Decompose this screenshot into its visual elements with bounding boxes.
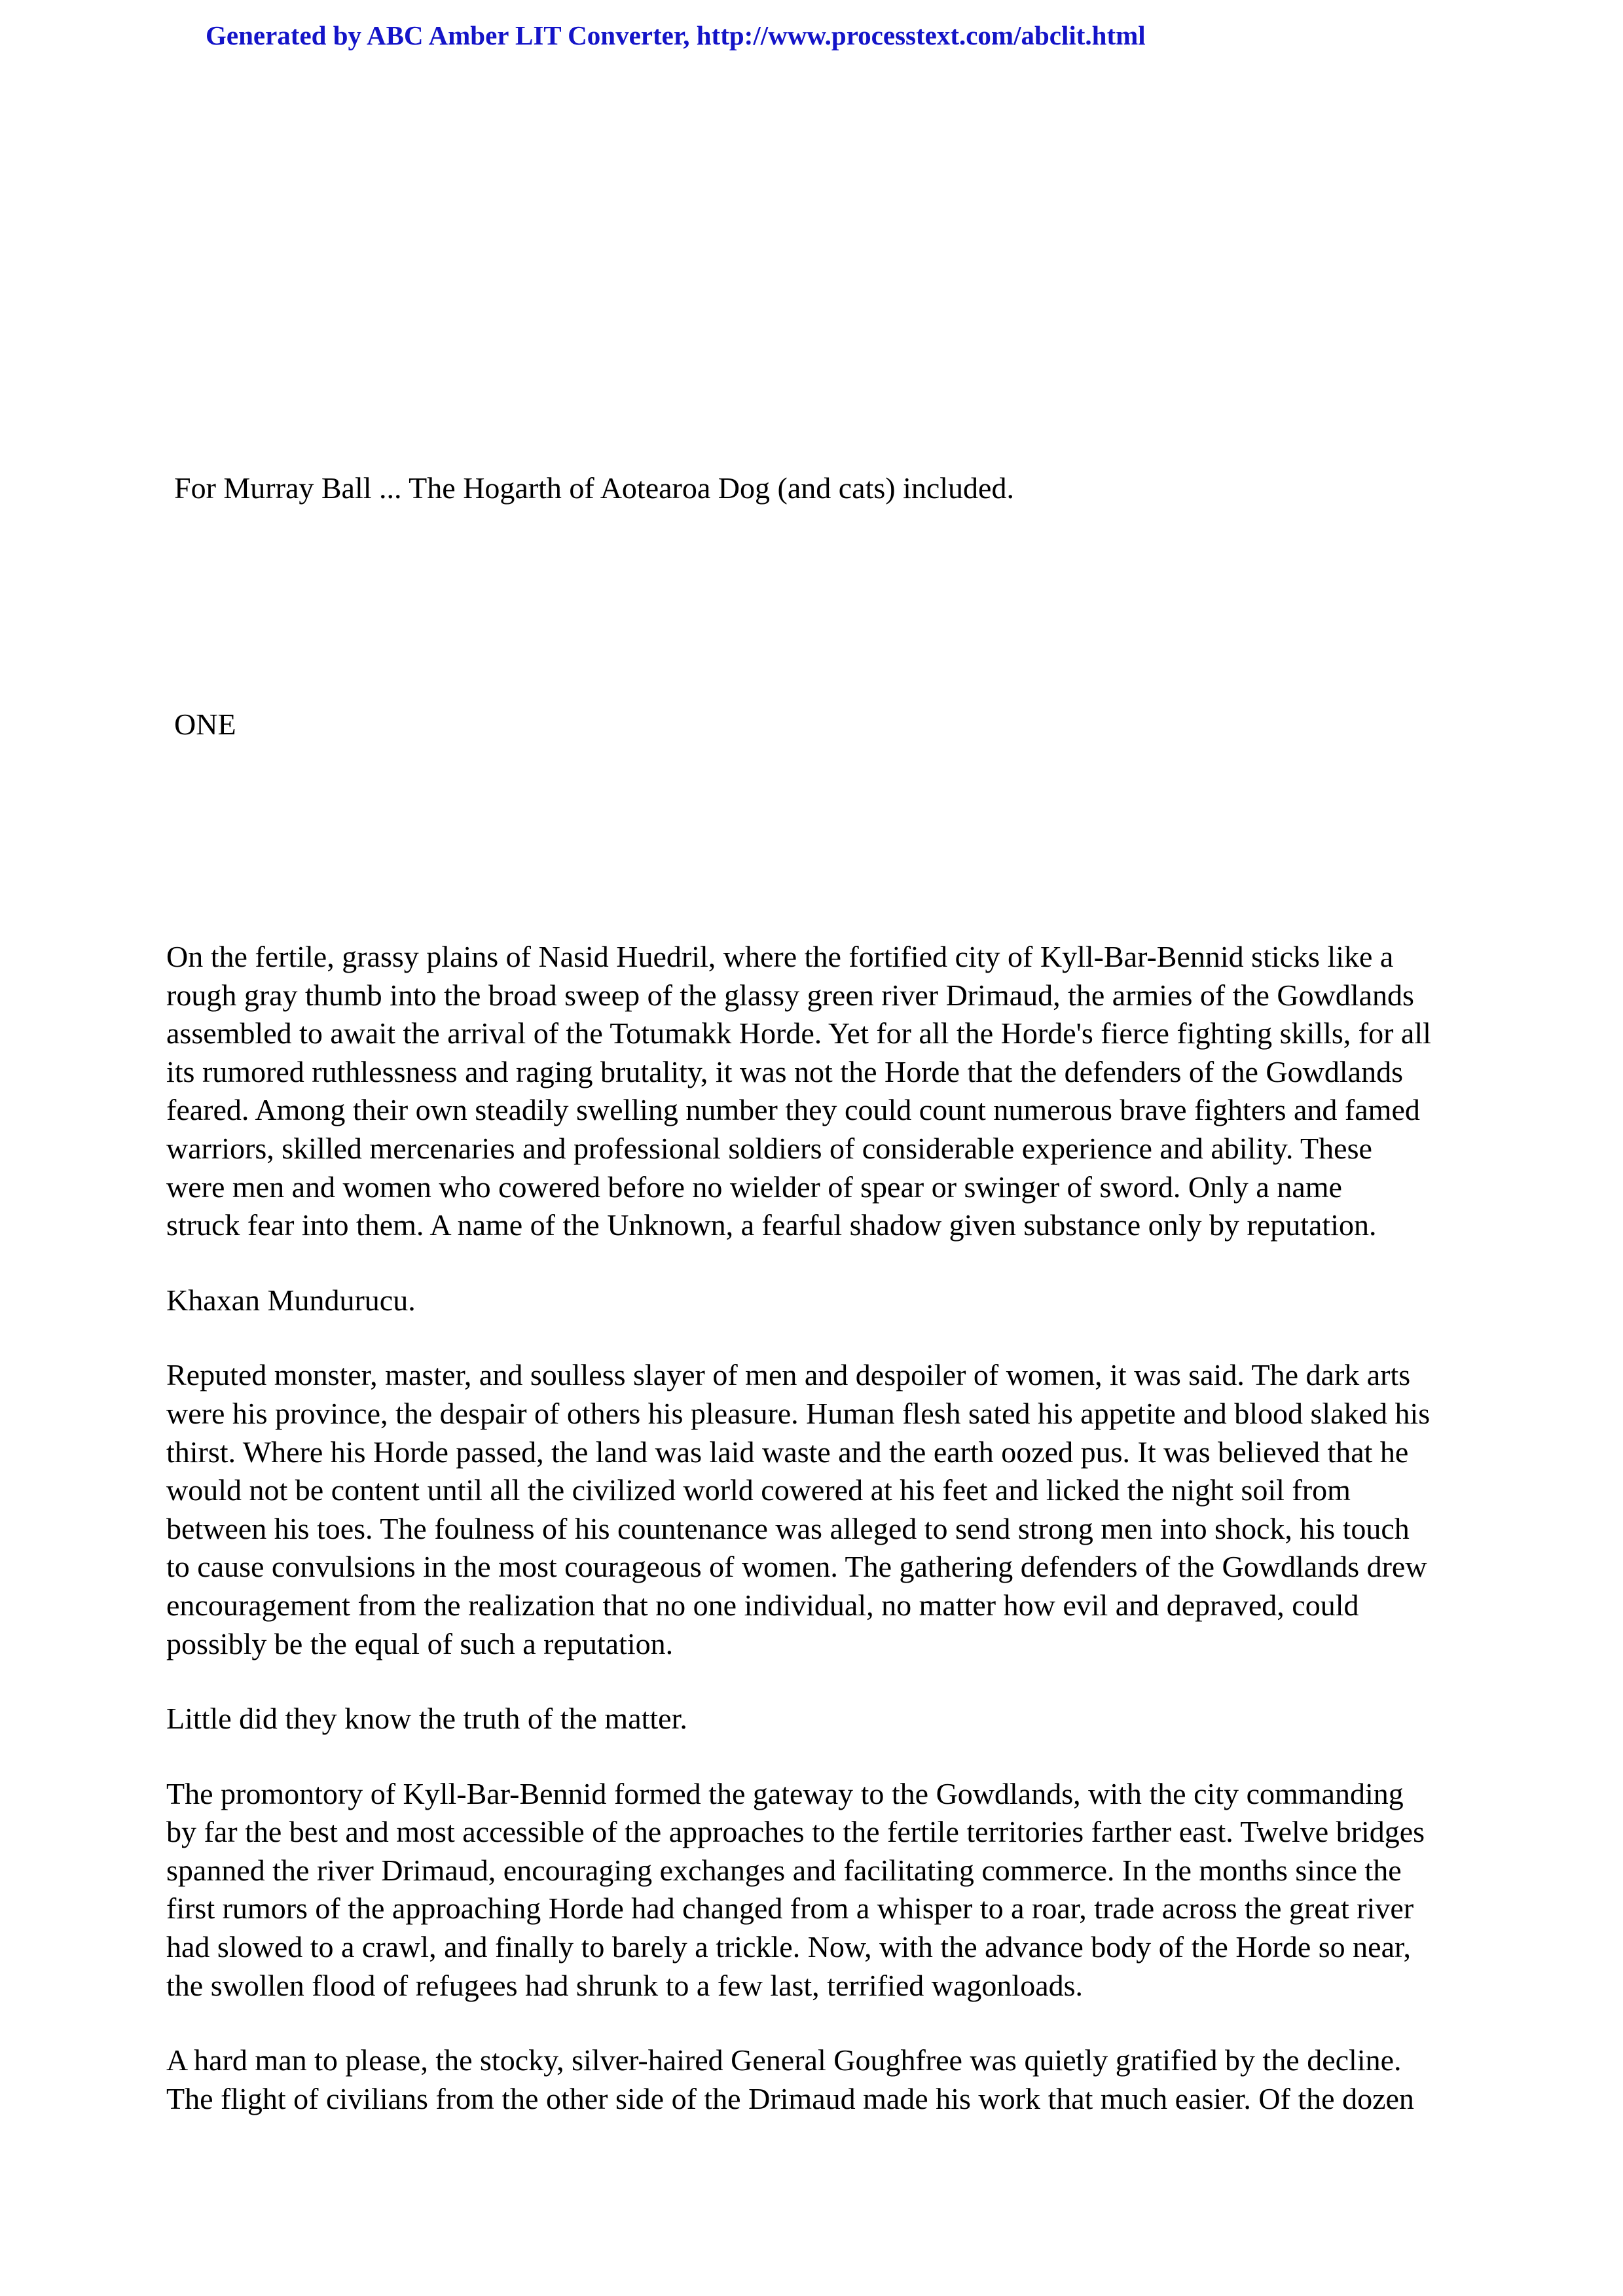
paragraph: On the fertile, grassy plains of Nasid Huedril, where the fortified city of Kyll-Bar-Bennid sticks like a rough gray thumb into the broad sweep of the glassy green river Drimaud, the armies of the Gowdlands assembled to await the arrival of the Totumakk Horde. Yet for all the Horde's fierce fighting skills, for all its rumored ruthlessness and raging brutality, it was not the Horde that the defenders of the Gowdlands feared. Among their own steadily swelling number they could count numerous brave fighters and famed warriors, skilled mercenaries and professional soldiers of considerable experience and ability. These were men and women who cowered before no wielder of spear or swinger of sword. Only a name struck fear into them. A name of the Unknown, a fearful shadow given substance only by reputation. bbox=[166, 940, 1431, 1242]
chapter-title: ONE bbox=[174, 708, 236, 741]
paragraph: Little did they know the truth of the matter. bbox=[166, 1702, 687, 1736]
paragraph: A hard man to please, the stocky, silver-haired General Goughfree was quietly gratified by the decline. The flight of civilians from the other side of the Drimaud made his work that much easier. Of the dozen bbox=[166, 2043, 1414, 2115]
paragraph: The promontory of Kyll-Bar-Bennid formed the gateway to the Gowdlands, with the city commanding by far the best and most accessible of the approaches to the fertile territories farther east. Twelve bridges spanned the river Drimaud, encouraging exchanges and facilitating commerce. In the months since the first rumors of the approaching Horde had changed from a whisper to a roar, trade across the great river had slowed to a crawl, and finally to barely a trickle. Now, with the advance body of the Horde so near, the swollen flood of refugees had shrunk to a few last, terrified wagonloads. bbox=[166, 1776, 1425, 2002]
paragraph: Khaxan Mundurucu. bbox=[166, 1283, 416, 1317]
dedication: For Murray Ball ... The Hogarth of Aotearoa Dog (and cats) included. bbox=[174, 471, 1014, 505]
body-text bbox=[166, 938, 1476, 2155]
converter-banner: Generated by ABC Amber LIT Converter, http://www.processtext.com/abclit.html bbox=[206, 20, 1146, 50]
paragraph: Reputed monster, master, and soulless slayer of men and despoiler of women, it was said. The dark arts were his province, the despair of others his pleasure. Human flesh sated his appetite and blood slaked his thirst. Where his Horde passed, the land was laid waste and the earth oozed pus. It was believed that he would not be content until all the civilized world cowered at his feet and licked the night soil from between his toes. The foulness of his countenance was alleged to send strong men into shock, his touch to cause convulsions in the most courageous of women. The gathering defenders of the Gowdlands drew encouragement from the realization that no one individual, no matter how evil and depraved, could possibly be the equal of such a reputation. bbox=[166, 1358, 1431, 1660]
